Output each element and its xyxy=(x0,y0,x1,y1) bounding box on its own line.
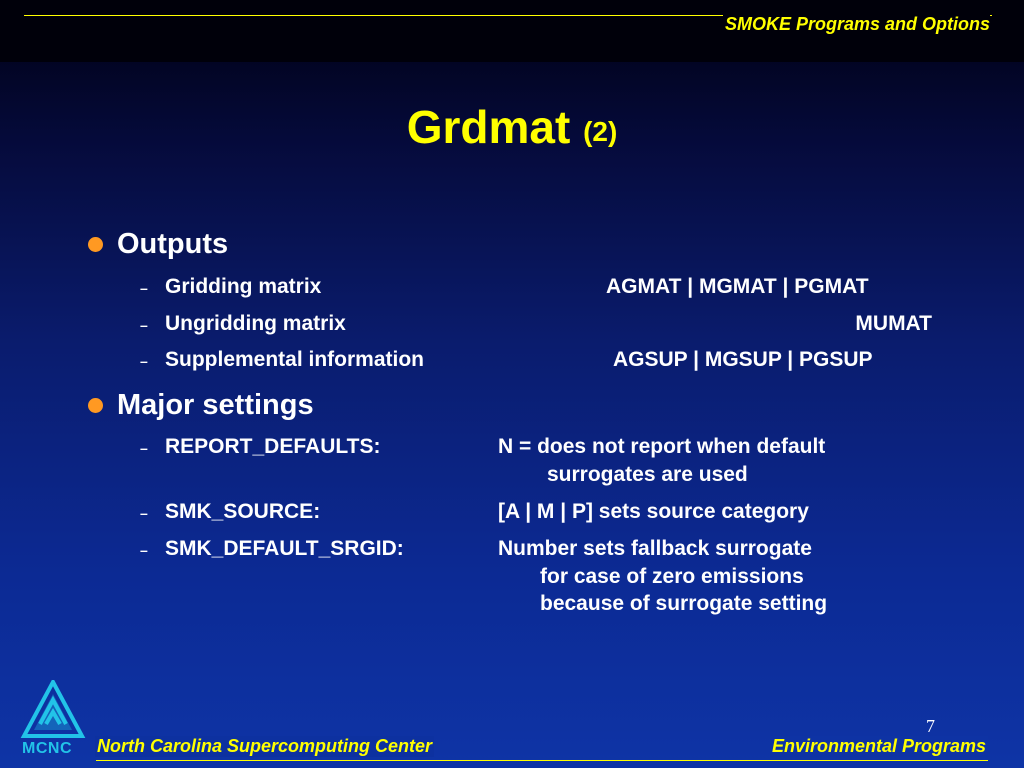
dash-icon: – xyxy=(140,317,148,333)
bullet-dot-icon xyxy=(88,237,103,252)
output-item-name: Gridding matrix xyxy=(165,275,322,298)
slide-title-main: Grdmat xyxy=(406,101,571,153)
output-item-name: Supplemental information xyxy=(165,348,425,371)
setting-name: SMK_DEFAULT_SRGID: xyxy=(165,537,404,560)
footer-right-text: Environmental Programs xyxy=(771,736,986,756)
bullet-settings-label: Major settings xyxy=(117,389,314,421)
bullet-dot-icon xyxy=(88,398,103,413)
output-item-value: AGSUP | MGSUP | PGSUP xyxy=(613,348,873,371)
setting-desc: Number sets fallback surrogate xyxy=(498,537,812,560)
bullet-major-settings xyxy=(88,389,314,422)
logo-text: MCNC xyxy=(22,740,72,757)
slide-title-number: (2) xyxy=(583,116,618,147)
setting-desc: surrogates are used xyxy=(547,463,748,486)
setting-desc: because of surrogate setting xyxy=(540,592,828,615)
dash-icon: – xyxy=(140,353,148,369)
dash-icon: – xyxy=(140,542,148,558)
footer-rule xyxy=(96,760,988,761)
setting-desc: N = does not report when default xyxy=(498,435,826,458)
output-item-name: Ungridding matrix xyxy=(165,312,346,335)
setting-desc: for case of zero emissions xyxy=(540,565,804,588)
output-item-value: AGMAT | MGMAT | PGMAT xyxy=(606,275,869,298)
setting-desc: [A | M | P] sets source category xyxy=(498,500,809,523)
bullet-outputs-label: Outputs xyxy=(117,228,229,260)
page-number: 7 xyxy=(926,716,935,736)
output-item-value: MUMAT xyxy=(855,312,932,335)
dash-icon: – xyxy=(140,440,148,456)
setting-name: SMK_SOURCE: xyxy=(165,500,321,523)
footer-left-text: North Carolina Supercomputing Center xyxy=(97,736,433,756)
slide-title xyxy=(0,100,1024,154)
dash-icon: – xyxy=(140,505,148,521)
header-title: SMOKE Programs and Options xyxy=(724,14,990,34)
dash-icon: – xyxy=(140,280,148,296)
bullet-outputs xyxy=(88,228,228,261)
setting-name: REPORT_DEFAULTS: xyxy=(165,435,381,458)
